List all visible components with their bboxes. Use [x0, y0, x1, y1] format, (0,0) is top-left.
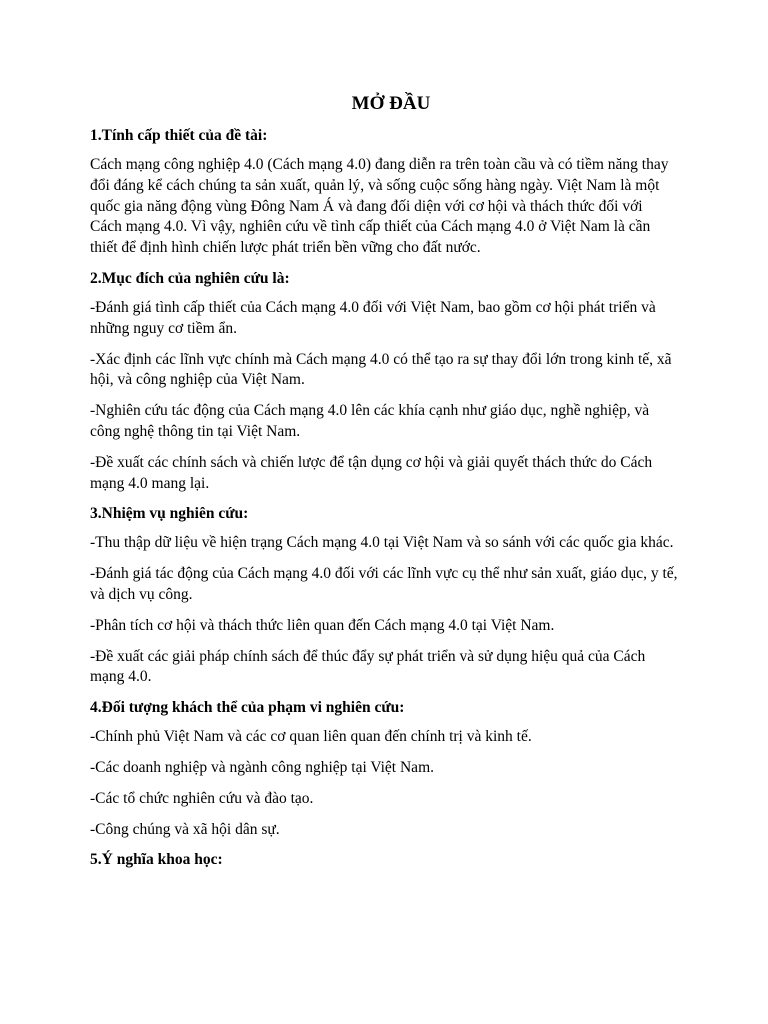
section-heading: 1.Tính cấp thiết của đề tài:: [90, 127, 268, 144]
list-item: -Phân tích cơ hội và thách thức liên quan đến Cách mạng 4.0 tại Việt Nam.: [90, 616, 555, 634]
list-item: -Nghiên cứu tác động của Cách mạng 4.0 lên các khía cạnh như giáo dục, nghề nghiệp, và công nghệ thông tin tại Việt Nam.: [90, 402, 650, 440]
list-item: -Đánh giá tác động của Cách mạng 4.0 đối với các lĩnh vực cụ thể như sản xuất, giáo dục, y tế, và dịch vụ công.: [90, 565, 678, 603]
section-heading: 2.Mục đích của nghiên cứu là:: [90, 269, 290, 287]
section-subjects: [90, 698, 678, 840]
list-item: -Các tổ chức nghiên cứu và đào tạo.: [90, 789, 314, 807]
section-heading: 3.Nhiệm vụ nghiên cứu:: [90, 505, 249, 523]
section-tasks: [90, 504, 678, 688]
section-heading: 5.Ý nghĩa khoa học:: [90, 851, 223, 869]
list-item: -Chính phủ Việt Nam và các cơ quan liên quan đến chính trị và kinh tế.: [90, 728, 532, 746]
list-item: -Thu thập dữ liệu về hiện trạng Cách mạng 4.0 tại Việt Nam và so sánh với các quốc gia khác.: [90, 534, 674, 552]
list-item: -Đánh giá tình cấp thiết của Cách mạng 4.0 đối với Việt Nam, bao gồm cơ hội phát triển và những nguy cơ tiềm ẩn.: [90, 298, 656, 337]
section-significance: [90, 850, 678, 870]
document-title: MỞ ĐẦU: [351, 93, 431, 114]
section-urgency: [90, 126, 678, 259]
paragraph: Cách mạng công nghiệp 4.0 (Cách mạng 4.0) đang diễn ra trên toàn cầu và có tiềm năng thay đổi đáng kể cách chúng ta sản xuất, quản lý, và sống cuộc sống hàng ngày. Việt Nam là một quốc gia năng động vùng Đông Nam Á và đang đối diện với cơ hội và thách thức đối với Cách mạng 4.0. Vì vậy, nghiên cứu về tình cấp thiết của Cách mạng 4.0 ở Việt Nam là cần thiết để định hình chiến lược phát triển bền vững cho đất nước.: [90, 156, 669, 257]
section-heading: 4.Đối tượng khách thể của phạm vi nghiên cứu:: [90, 699, 405, 717]
list-item: -Xác định các lĩnh vực chính mà Cách mạng 4.0 có thể tạo ra sự thay đổi lớn trong kinh tế, xã hội, và công nghiệp của Việt Nam.: [90, 350, 672, 389]
section-purpose: [90, 269, 678, 494]
list-item: -Công chúng và xã hội dân sự.: [90, 820, 280, 838]
list-item: -Đề xuất các giải pháp chính sách để thúc đẩy sự phát triển và sử dụng hiệu quả của Cách mạng 4.0.: [90, 647, 646, 686]
list-item: -Đề xuất các chính sách và chiến lược để tận dụng cơ hội và giải quyết thách thức do Cách mạng 4.0 mang lại.: [90, 453, 653, 492]
list-item: -Các doanh nghiệp và ngành công nghiệp tại Việt Nam.: [90, 758, 434, 776]
